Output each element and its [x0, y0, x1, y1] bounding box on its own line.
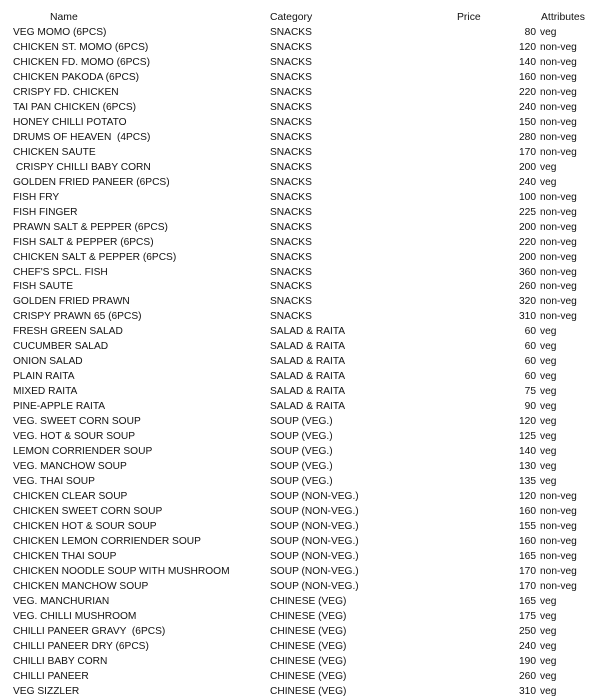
- item-category: SOUP (NON-VEG.): [270, 491, 359, 503]
- table-row: [0, 579, 610, 594]
- item-price: 160: [519, 506, 536, 518]
- item-name: VEG. HOT & SOUR SOUP: [13, 431, 136, 443]
- item-name: CHICKEN SALT & PEPPER (6PCS): [13, 251, 177, 263]
- item-attribute: non-veg: [540, 281, 577, 293]
- item-attribute: veg: [540, 386, 557, 398]
- item-price: 360: [519, 266, 536, 278]
- item-attribute: veg: [540, 685, 557, 697]
- item-name: TAI PAN CHICKEN (6PCS): [13, 101, 137, 113]
- item-category: SNACKS: [270, 236, 312, 248]
- item-attribute: non-veg: [540, 191, 577, 203]
- table-row: [0, 70, 610, 85]
- item-name: FISH SALT & PEPPER (6PCS): [13, 236, 154, 248]
- item-price: 135: [519, 476, 536, 488]
- item-attribute: veg: [540, 625, 557, 637]
- header-row: [0, 10, 610, 25]
- item-category: SOUP (VEG.): [270, 446, 333, 458]
- item-category: CHINESE (VEG): [270, 595, 347, 607]
- item-category: CHINESE (VEG): [270, 670, 347, 682]
- table-row: [0, 594, 610, 609]
- header-price: Price: [457, 12, 481, 23]
- table-row: [0, 25, 610, 40]
- item-name: LEMON CORRIENDER SOUP: [13, 446, 153, 458]
- item-attribute: veg: [540, 461, 557, 473]
- item-category: SALAD & RAITA: [270, 356, 346, 368]
- item-name: CHICKEN LEMON CORRIENDER SOUP: [13, 535, 201, 547]
- item-name: CHILLI BABY CORN: [13, 655, 108, 667]
- item-attribute: non-veg: [540, 296, 577, 308]
- header-name: Name: [50, 12, 78, 23]
- table-row: [0, 669, 610, 684]
- item-attribute: non-veg: [540, 506, 577, 518]
- item-price: 240: [519, 176, 536, 188]
- table-row: [0, 115, 610, 130]
- item-category: SALAD & RAITA: [270, 401, 346, 413]
- item-price: 60: [524, 326, 536, 338]
- item-name: FISH SAUTE: [13, 281, 74, 293]
- table-row: [0, 235, 610, 250]
- item-category: CHINESE (VEG): [270, 625, 347, 637]
- table-row: [0, 324, 610, 339]
- item-category: SOUP (NON-VEG.): [270, 535, 359, 547]
- table-row: [0, 85, 610, 100]
- item-attribute: non-veg: [540, 251, 577, 263]
- item-name: PINE-APPLE RAITA: [13, 401, 106, 413]
- item-price: 125: [519, 431, 536, 443]
- item-name: CUCUMBER SALAD: [13, 341, 109, 353]
- item-price: 60: [524, 371, 536, 383]
- header-attributes: Attributes: [541, 12, 585, 23]
- item-category: SOUP (NON-VEG.): [270, 506, 359, 518]
- item-attribute: non-veg: [540, 146, 577, 158]
- table-row: [0, 444, 610, 459]
- item-attribute: veg: [540, 176, 557, 188]
- item-name: VEG. THAI SOUP: [13, 476, 95, 488]
- item-name: CHICKEN FD. MOMO (6PCS): [13, 56, 150, 68]
- item-price: 175: [519, 610, 536, 622]
- table-row: [0, 384, 610, 399]
- item-name: VEG. CHILLI MUSHROOM: [13, 610, 137, 622]
- item-attribute: veg: [540, 356, 557, 368]
- item-category: CHINESE (VEG): [270, 655, 347, 667]
- item-name: MIXED RAITA: [13, 386, 78, 398]
- table-row: [0, 175, 610, 190]
- item-price: 280: [519, 131, 536, 143]
- item-category: CHINESE (VEG): [270, 640, 347, 652]
- item-category: SALAD & RAITA: [270, 326, 346, 338]
- item-category: SOUP (NON-VEG.): [270, 580, 359, 592]
- table-row: [0, 399, 610, 414]
- item-category: SOUP (VEG.): [270, 416, 333, 428]
- item-category: SNACKS: [270, 161, 312, 173]
- item-attribute: veg: [540, 401, 557, 413]
- item-price: 100: [519, 191, 536, 203]
- item-name: CHILLI PANEER: [13, 670, 89, 682]
- item-category: SALAD & RAITA: [270, 371, 346, 383]
- item-category: SNACKS: [270, 176, 312, 188]
- item-price: 170: [519, 580, 536, 592]
- item-category: SNACKS: [270, 131, 312, 143]
- table-row: [0, 55, 610, 70]
- table-row: [0, 339, 610, 354]
- item-category: SOUP (NON-VEG.): [270, 521, 359, 532]
- item-attribute: veg: [540, 371, 557, 383]
- table-row: [0, 429, 610, 444]
- item-name: CRISPY CHILLI BABY CORN: [13, 161, 151, 173]
- item-attribute: non-veg: [540, 131, 577, 143]
- item-price: 165: [519, 550, 536, 562]
- item-name: CHICKEN PAKODA (6PCS): [13, 71, 140, 83]
- item-attribute: non-veg: [540, 266, 577, 278]
- table-row: [0, 489, 610, 504]
- table-row: [0, 564, 610, 579]
- item-attribute: non-veg: [540, 116, 577, 128]
- table-row: [0, 205, 610, 220]
- item-name: CHICKEN NOODLE SOUP WITH MUSHROOM: [13, 565, 230, 577]
- table-row: [0, 145, 610, 160]
- item-category: SOUP (NON-VEG.): [270, 550, 359, 562]
- item-attribute: non-veg: [540, 206, 577, 218]
- item-name: PRAWN SALT & PEPPER (6PCS): [13, 221, 168, 233]
- item-category: SNACKS: [270, 296, 312, 308]
- table-row: [0, 265, 610, 280]
- item-category: SNACKS: [270, 116, 312, 128]
- item-name: CHICKEN SWEET CORN SOUP: [13, 506, 163, 518]
- item-attribute: non-veg: [540, 580, 577, 592]
- item-price: 225: [519, 206, 536, 218]
- item-attribute: veg: [540, 341, 557, 353]
- item-attribute: non-veg: [540, 221, 577, 233]
- item-category: SOUP (NON-VEG.): [270, 565, 359, 577]
- item-price: 155: [519, 521, 536, 532]
- item-category: SNACKS: [270, 41, 312, 53]
- item-category: SNACKS: [270, 71, 312, 83]
- item-attribute: veg: [540, 595, 557, 607]
- item-price: 200: [519, 161, 536, 173]
- item-category: SALAD & RAITA: [270, 386, 346, 398]
- item-category: SNACKS: [270, 221, 312, 233]
- item-name: VEG. MANCHOW SOUP: [13, 461, 127, 473]
- item-category: SOUP (VEG.): [270, 476, 333, 488]
- item-attribute: non-veg: [540, 56, 577, 68]
- item-price: 310: [519, 685, 536, 697]
- table-row: [0, 294, 610, 309]
- table-row: [0, 40, 610, 55]
- item-name: VEG. MANCHURIAN: [13, 595, 110, 607]
- item-category: SNACKS: [270, 266, 312, 278]
- item-attribute: non-veg: [540, 491, 577, 503]
- item-name: CHICKEN CLEAR SOUP: [13, 491, 128, 503]
- item-category: SNACKS: [270, 101, 312, 113]
- item-price: 75: [524, 386, 536, 398]
- item-price: 165: [519, 595, 536, 607]
- item-name: CHICKEN HOT & SOUR SOUP: [13, 521, 157, 532]
- table-row: [0, 624, 610, 639]
- item-name: CHILLI PANEER GRAVY (6PCS): [13, 625, 166, 637]
- item-category: SNACKS: [270, 191, 312, 203]
- item-price: 90: [524, 401, 536, 413]
- table-row: [0, 609, 610, 624]
- item-price: 260: [519, 670, 536, 682]
- item-attribute: veg: [540, 431, 557, 443]
- item-name: FISH FINGER: [13, 206, 78, 218]
- item-attribute: veg: [540, 326, 557, 338]
- item-name: FISH FRY: [13, 191, 60, 203]
- item-name: VEG. SWEET CORN SOUP: [13, 416, 141, 428]
- table-row: [0, 639, 610, 654]
- item-price: 160: [519, 535, 536, 547]
- item-name: VEG SIZZLER: [13, 685, 80, 697]
- table-row: [0, 220, 610, 235]
- item-name: ONION SALAD: [13, 356, 83, 368]
- item-price: 120: [519, 416, 536, 428]
- item-attribute: non-veg: [540, 521, 577, 532]
- item-price: 200: [519, 251, 536, 263]
- item-attribute: non-veg: [540, 41, 577, 53]
- item-name: CHICKEN SAUTE: [13, 146, 96, 158]
- table-row: [0, 250, 610, 265]
- item-attribute: non-veg: [540, 535, 577, 547]
- item-price: 160: [519, 71, 536, 83]
- item-price: 130: [519, 461, 536, 473]
- item-price: 120: [519, 41, 536, 53]
- item-price: 220: [519, 236, 536, 248]
- item-category: SNACKS: [270, 86, 312, 98]
- table-row: [0, 309, 610, 324]
- item-attribute: veg: [540, 161, 557, 173]
- item-category: SNACKS: [270, 27, 312, 38]
- item-category: SNACKS: [270, 251, 312, 263]
- item-price: 80: [524, 27, 536, 38]
- item-name: GOLDEN FRIED PANEER (6PCS): [13, 176, 170, 188]
- table-row: [0, 654, 610, 669]
- table-row: [0, 279, 610, 294]
- item-attribute: veg: [540, 640, 557, 652]
- item-category: CHINESE (VEG): [270, 610, 347, 622]
- item-attribute: non-veg: [540, 311, 577, 323]
- item-category: SNACKS: [270, 281, 312, 293]
- item-price: 240: [519, 101, 536, 113]
- item-price: 140: [519, 446, 536, 458]
- item-attribute: veg: [540, 416, 557, 428]
- item-name: CHICKEN ST. MOMO (6PCS): [13, 41, 149, 53]
- item-attribute: veg: [540, 476, 557, 488]
- item-category: SOUP (VEG.): [270, 431, 333, 443]
- item-name: CHILLI PANEER DRY (6PCS): [13, 640, 149, 652]
- item-attribute: veg: [540, 670, 557, 682]
- item-price: 250: [519, 625, 536, 637]
- item-attribute: veg: [540, 27, 557, 38]
- item-price: 120: [519, 491, 536, 503]
- item-name: GOLDEN FRIED PRAWN: [13, 296, 130, 308]
- item-price: 260: [519, 281, 536, 293]
- table-row: [0, 369, 610, 384]
- item-attribute: non-veg: [540, 550, 577, 562]
- header-category: Category: [270, 12, 313, 23]
- table-row: [0, 534, 610, 549]
- item-name: PLAIN RAITA: [13, 371, 75, 383]
- item-price: 60: [524, 356, 536, 368]
- table-row: [0, 459, 610, 474]
- item-attribute: non-veg: [540, 71, 577, 83]
- table-row: [0, 354, 610, 369]
- item-name: HONEY CHILLI POTATO: [13, 116, 127, 128]
- item-attribute: non-veg: [540, 101, 577, 113]
- item-attribute: non-veg: [540, 236, 577, 248]
- table-row: [0, 100, 610, 115]
- item-price: 60: [524, 341, 536, 353]
- item-price: 310: [519, 311, 536, 323]
- item-category: CHINESE (VEG): [270, 685, 347, 697]
- item-category: SNACKS: [270, 146, 312, 158]
- table-row: [0, 160, 610, 175]
- item-price: 140: [519, 56, 536, 68]
- item-attribute: veg: [540, 610, 557, 622]
- item-category: SNACKS: [270, 206, 312, 218]
- table-row: [0, 519, 610, 534]
- table-row: [0, 414, 610, 429]
- item-attribute: veg: [540, 655, 557, 667]
- item-category: SALAD & RAITA: [270, 341, 346, 353]
- table-row: [0, 190, 610, 205]
- item-attribute: veg: [540, 446, 557, 458]
- item-attribute: non-veg: [540, 565, 577, 577]
- item-name: CRISPY FD. CHICKEN: [13, 86, 119, 98]
- table-row: [0, 130, 610, 145]
- item-category: SNACKS: [270, 56, 312, 68]
- item-price: 320: [519, 296, 536, 308]
- item-price: 190: [519, 655, 536, 667]
- item-category: SOUP (VEG.): [270, 461, 333, 473]
- item-price: 170: [519, 146, 536, 158]
- table-row: [0, 474, 610, 489]
- item-price: 220: [519, 86, 536, 98]
- item-name: CHICKEN THAI SOUP: [13, 550, 117, 562]
- item-price: 240: [519, 640, 536, 652]
- item-category: SNACKS: [270, 311, 312, 323]
- item-name: CHEF'S SPCL. FISH: [13, 266, 108, 278]
- item-attribute: non-veg: [540, 86, 577, 98]
- table-row: [0, 684, 610, 699]
- item-name: DRUMS OF HEAVEN (4PCS): [13, 131, 151, 143]
- item-name: CHICKEN MANCHOW SOUP: [13, 580, 149, 592]
- item-price: 200: [519, 221, 536, 233]
- item-name: VEG MOMO (6PCS): [13, 27, 107, 38]
- item-name: CRISPY PRAWN 65 (6PCS): [13, 311, 142, 323]
- item-price: 170: [519, 565, 536, 577]
- table-row: [0, 549, 610, 564]
- item-name: FRESH GREEN SALAD: [13, 326, 123, 338]
- item-price: 150: [519, 116, 536, 128]
- table-row: [0, 504, 610, 519]
